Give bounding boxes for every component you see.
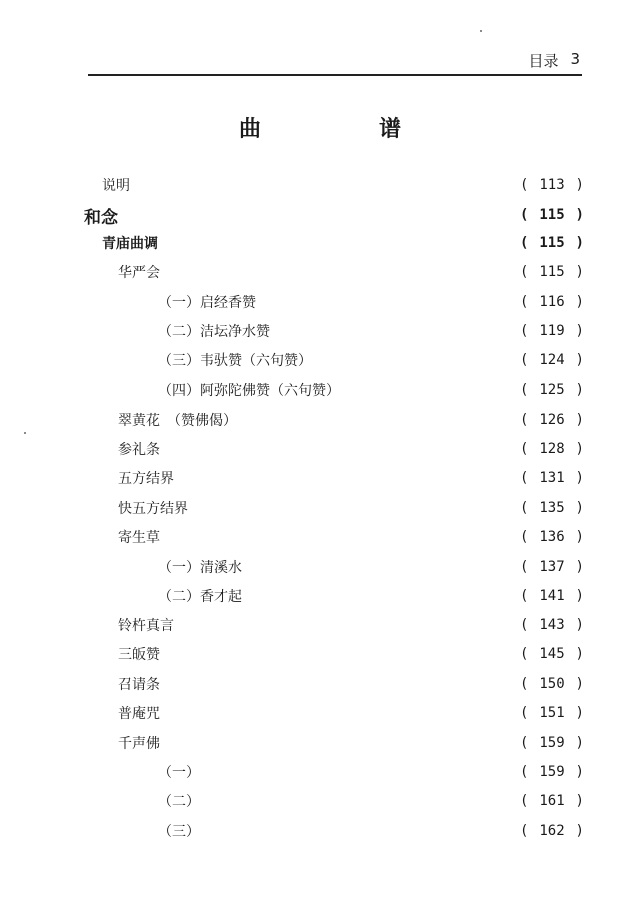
toc-page-ref (520, 207, 584, 223)
toc-page-number: 141 (539, 588, 565, 604)
toc-page-number: 128 (539, 441, 565, 457)
toc-entry (158, 584, 584, 608)
close-bracket: ) (575, 207, 584, 223)
toc-page-number: 115 (539, 207, 565, 223)
dot-leader (243, 408, 516, 432)
toc-entry-label: 说明 (102, 178, 130, 194)
toc-entry-label: （三）韦驮赞（六句赞） (158, 353, 312, 369)
dot-leader (164, 231, 516, 255)
toc-page-number: 162 (539, 823, 565, 839)
open-bracket: ( (520, 323, 529, 339)
toc-page-number: 125 (539, 382, 565, 398)
toc-entry (118, 672, 584, 696)
toc-page-ref (520, 559, 584, 575)
toc-entry-label: 召请条 (118, 677, 160, 693)
toc-entry-label: （二）洁坛净水赞 (158, 324, 270, 340)
toc-entry (102, 231, 584, 255)
close-bracket: ) (575, 382, 584, 398)
toc-entry-label: 快五方结界 (118, 501, 188, 517)
toc-page-number: 115 (539, 264, 565, 280)
toc-page-number: 131 (539, 470, 565, 486)
toc-entry (158, 348, 584, 372)
open-bracket: ( (520, 793, 529, 809)
toc-entry-label: 三皈赞 (118, 647, 160, 663)
toc-entry-label: 普庵咒 (118, 706, 160, 722)
close-bracket: ) (575, 588, 584, 604)
toc-page-ref (520, 235, 584, 251)
toc-entry-label: 翠黄花 （赞佛偈） (118, 413, 237, 429)
toc-page-ref (520, 382, 584, 398)
toc-page-ref (520, 735, 584, 751)
close-bracket: ) (575, 559, 584, 575)
close-bracket: ) (575, 529, 584, 545)
toc-entry (158, 378, 584, 402)
open-bracket: ( (520, 764, 529, 780)
open-bracket: ( (520, 235, 529, 251)
print-speck (480, 30, 482, 32)
close-bracket: ) (575, 264, 584, 280)
toc-page-ref (520, 793, 584, 809)
close-bracket: ) (575, 500, 584, 516)
toc-entry-label: 铃杵真言 (118, 618, 174, 634)
close-bracket: ) (575, 294, 584, 310)
close-bracket: ) (575, 352, 584, 368)
open-bracket: ( (520, 177, 529, 193)
toc-page-number: 119 (539, 323, 565, 339)
open-bracket: ( (520, 500, 529, 516)
toc-entry (84, 203, 584, 227)
toc-entry-label: （二） (158, 794, 200, 810)
toc-page-ref (520, 764, 584, 780)
dot-leader (136, 173, 516, 197)
toc-entry (118, 701, 584, 725)
toc-entry (118, 466, 584, 490)
dot-leader (166, 437, 516, 461)
open-bracket: ( (520, 382, 529, 398)
toc-page-ref (520, 177, 584, 193)
open-bracket: ( (520, 735, 529, 751)
toc-page-ref (520, 412, 584, 428)
close-bracket: ) (575, 177, 584, 193)
dot-leader (166, 701, 516, 725)
toc-page-ref (520, 500, 584, 516)
dot-leader (180, 613, 516, 637)
dot-leader (166, 525, 516, 549)
toc-entry (118, 613, 584, 637)
toc-page-number: 143 (539, 617, 565, 633)
open-bracket: ( (520, 588, 529, 604)
toc-page-number: 124 (539, 352, 565, 368)
header-rule (88, 74, 582, 76)
dot-leader (248, 555, 516, 579)
open-bracket: ( (520, 676, 529, 692)
toc-page-number: 135 (539, 500, 565, 516)
close-bracket: ) (575, 323, 584, 339)
open-bracket: ( (520, 646, 529, 662)
toc-entry (118, 437, 584, 461)
toc-entry-label: 五方结界 (118, 471, 174, 487)
dot-leader (124, 203, 516, 227)
dot-leader (248, 584, 516, 608)
toc-entry-label: 寄生草 (118, 530, 160, 546)
dot-leader (346, 378, 516, 402)
toc-page-number: 137 (539, 559, 565, 575)
page-title: 曲 谱 (238, 117, 449, 142)
open-bracket: ( (520, 529, 529, 545)
toc-entry (158, 290, 584, 314)
toc-page-ref (520, 264, 584, 280)
toc-page-number: 145 (539, 646, 565, 662)
dot-leader (166, 731, 516, 755)
toc-entry-label: （二）香才起 (158, 589, 242, 605)
toc-entry-label: 华严会 (118, 265, 160, 281)
running-head-page-number: 3 (570, 50, 580, 68)
close-bracket: ) (575, 823, 584, 839)
open-bracket: ( (520, 823, 529, 839)
toc-entry (158, 789, 584, 813)
toc-entry (158, 319, 584, 343)
toc-entry-label: 青庙曲调 (102, 236, 158, 252)
toc-entry-label: （一）清溪水 (158, 560, 242, 576)
close-bracket: ) (575, 735, 584, 751)
toc-page-ref (520, 294, 584, 310)
toc-page-number: 151 (539, 705, 565, 721)
close-bracket: ) (575, 676, 584, 692)
open-bracket: ( (520, 264, 529, 280)
toc-page-number: 126 (539, 412, 565, 428)
toc-entry (118, 496, 584, 520)
toc-page-number: 116 (539, 294, 565, 310)
dot-leader (276, 319, 516, 343)
toc-entry-label: 参礼条 (118, 442, 160, 458)
toc-entry (158, 760, 584, 784)
close-bracket: ) (575, 235, 584, 251)
toc-entry-label: 和念 (84, 207, 118, 228)
toc-page-ref (520, 823, 584, 839)
open-bracket: ( (520, 617, 529, 633)
dot-leader (262, 290, 516, 314)
close-bracket: ) (575, 617, 584, 633)
toc-page-ref (520, 323, 584, 339)
toc-entry-label: （四）阿弥陀佛赞（六句赞） (158, 383, 340, 399)
close-bracket: ) (575, 441, 584, 457)
toc-entry (118, 525, 584, 549)
close-bracket: ) (575, 764, 584, 780)
open-bracket: ( (520, 441, 529, 457)
toc-page-ref (520, 617, 584, 633)
close-bracket: ) (575, 646, 584, 662)
open-bracket: ( (520, 470, 529, 486)
dot-leader (166, 672, 516, 696)
open-bracket: ( (520, 294, 529, 310)
open-bracket: ( (520, 207, 529, 223)
open-bracket: ( (520, 705, 529, 721)
running-head (88, 50, 580, 71)
open-bracket: ( (520, 412, 529, 428)
print-speck (24, 432, 26, 434)
dot-leader (318, 348, 516, 372)
toc-page-ref (520, 676, 584, 692)
close-bracket: ) (575, 705, 584, 721)
toc-entry (158, 819, 584, 843)
toc-entry (102, 173, 584, 197)
close-bracket: ) (575, 470, 584, 486)
open-bracket: ( (520, 352, 529, 368)
dot-leader (194, 496, 516, 520)
toc-page-ref (520, 441, 584, 457)
toc-page-number: 161 (539, 793, 565, 809)
toc-page-ref (520, 529, 584, 545)
toc-page-ref (520, 470, 584, 486)
toc-page-ref (520, 705, 584, 721)
toc-entry-label: （三） (158, 824, 200, 840)
toc-page-number: 159 (539, 764, 565, 780)
toc-page-ref (520, 352, 584, 368)
dot-leader (206, 789, 516, 813)
close-bracket: ) (575, 412, 584, 428)
toc-page-number: 159 (539, 735, 565, 751)
toc-page-number: 136 (539, 529, 565, 545)
toc-page-number: 115 (539, 235, 565, 251)
toc-entry (158, 555, 584, 579)
toc-entry-label: （一）启经香赞 (158, 295, 256, 311)
toc-page-number: 150 (539, 676, 565, 692)
dot-leader (206, 819, 516, 843)
toc-entry-label: （一） (158, 765, 200, 781)
close-bracket: ) (575, 793, 584, 809)
toc-entry (118, 642, 584, 666)
open-bracket: ( (520, 559, 529, 575)
toc-entry (118, 260, 584, 284)
dot-leader (166, 642, 516, 666)
toc-entry (118, 731, 584, 755)
toc-page-ref (520, 646, 584, 662)
running-head-section: 目录 (528, 52, 559, 70)
toc-page-ref (520, 588, 584, 604)
dot-leader (206, 760, 516, 784)
toc-entry (118, 408, 584, 432)
toc-entry-label: 千声佛 (118, 736, 160, 752)
toc-page-number: 113 (539, 177, 565, 193)
dot-leader (180, 466, 516, 490)
dot-leader (166, 260, 516, 284)
